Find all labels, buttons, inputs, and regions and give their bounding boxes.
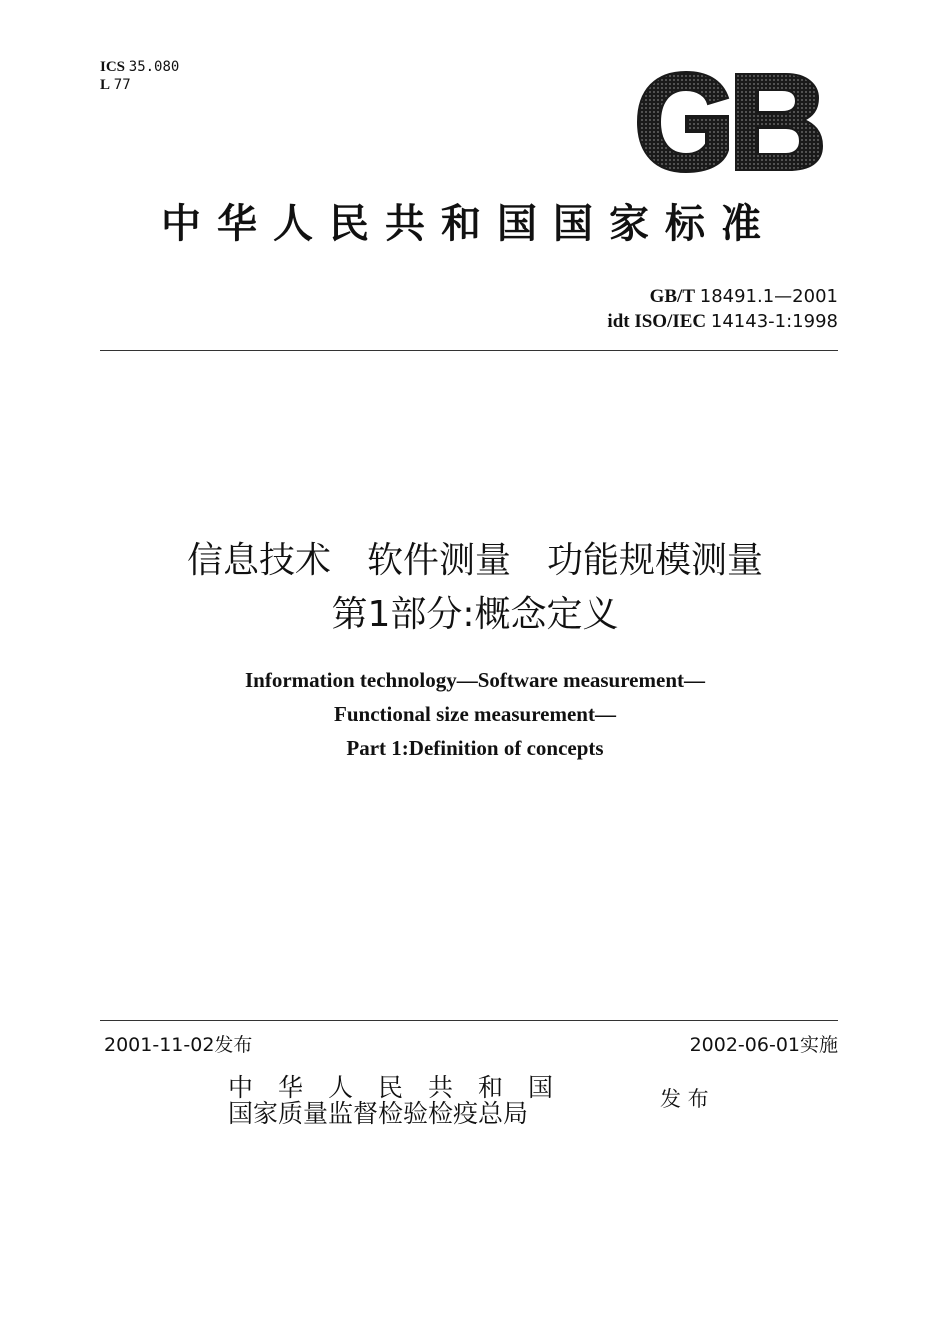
identical-prefix: idt ISO/IEC bbox=[607, 311, 707, 332]
standard-code: 18491.1—2001 bbox=[699, 286, 838, 307]
issuer-line1: 中 华 人 民 共 和 国 bbox=[228, 1073, 554, 1102]
issuer-action: 发 布 bbox=[660, 1087, 709, 1111]
identical-code: 14143-1:1998 bbox=[710, 311, 838, 332]
title-zh-line1: 信息技术 软件测量 功能规模测量 bbox=[186, 540, 763, 581]
classification-number: 77 bbox=[113, 77, 131, 93]
classification-label: L bbox=[100, 77, 111, 93]
ics-number: 35.080 bbox=[128, 59, 180, 75]
title-en-line1: Information technology—Software measurement— bbox=[244, 668, 705, 692]
title-en-line3: Part 1:Definition of concepts bbox=[346, 736, 604, 760]
gb-logo bbox=[636, 70, 824, 174]
standard-number-block bbox=[607, 284, 838, 334]
national-standard-title: 中华人民共和国国家标准 bbox=[161, 201, 777, 247]
classification-code bbox=[100, 76, 131, 95]
standard-number bbox=[607, 284, 838, 309]
identical-standard bbox=[607, 309, 838, 334]
issuer-line2: 国家质量监督检验检疫总局 bbox=[228, 1099, 529, 1128]
standard-prefix: GB/T bbox=[649, 286, 695, 307]
title-en-line2: Functional size measurement— bbox=[334, 702, 616, 726]
ics-label: ICS bbox=[100, 59, 126, 75]
ics-code bbox=[100, 58, 179, 77]
title-zh-line2: 第1部分:概念定义 bbox=[331, 594, 619, 635]
top-divider bbox=[100, 350, 838, 351]
bottom-divider bbox=[100, 1020, 838, 1021]
release-date: 2001-11-02发布 bbox=[104, 1034, 253, 1056]
effective-date: 2002-06-01实施 bbox=[689, 1034, 838, 1056]
